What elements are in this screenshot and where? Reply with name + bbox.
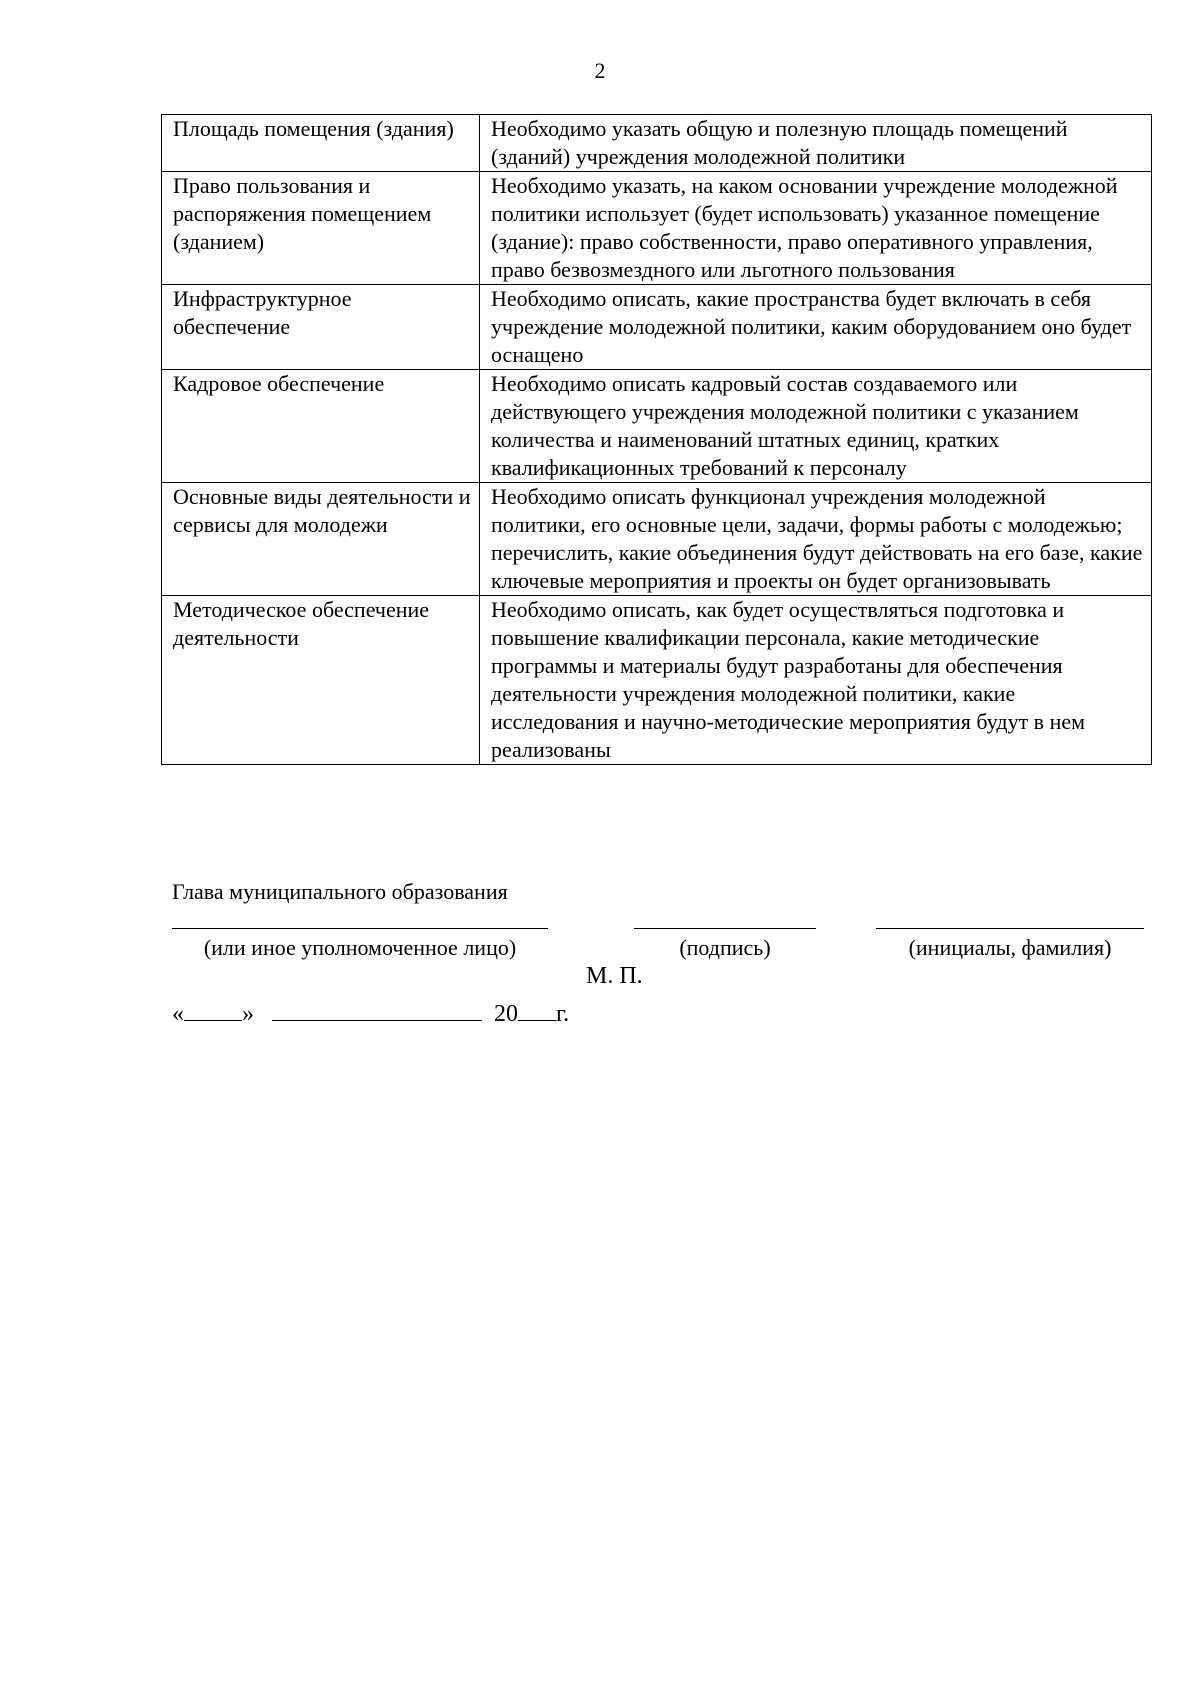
row-label: Инфраструктурное обеспечение [162,285,480,370]
row-description: Необходимо описать функционал учреждения молодежной политики, его основные цели, задачи, формы работы с молодежью; перечислить, какие объединения будут действовать на его базе, какие ключевые мероприятия и проекты он будет организовывать [480,483,1152,596]
row-description: Необходимо указать общую и полезную площадь помещений (зданий) учреждения молодежной политики [480,115,1152,172]
date-close-quote: » [242,1001,254,1027]
year-prefix: 20 [494,1001,518,1027]
row-description: Необходимо описать, какие пространства будет включать в себя учреждение молодежной политики, каким оборудованием оно будет оснащено [480,285,1152,370]
page-number: 2 [594,58,606,83]
year-blank [518,998,556,1021]
year-suffix: г. [556,1001,570,1027]
row-description: Необходимо указать, на каком основании учреждение молодежной политики использует (будет использовать) указанное помещение (здание): право собственности, право оперативного управления, право безвозмездного или льготного пользования [480,172,1152,285]
name-blank-line [876,928,1144,929]
official-blank-line [172,928,548,929]
row-label: Методическое обеспечение деятельности [162,596,480,765]
name-caption: (инициалы, фамилия) [908,935,1112,960]
head-title: Глава муниципального образования [172,879,508,904]
month-blank [272,998,482,1021]
row-description: Необходимо описать, как будет осуществляться подготовка и повышение квалификации персонала, какие методические программы и материалы будут разработаны для обеспечения деятельности учреждения молодежной политики, какие исследования и научно-методические мероприятия будут в нем реализованы [480,596,1152,765]
day-blank [184,998,242,1021]
row-description: Необходимо описать кадровый состав создаваемого или действующего учреждения молодежной политики с указанием количества и наименований штатных единиц, кратких квалификационных требований к персоналу [480,370,1152,483]
signature-blank-line [634,928,816,929]
row-label: Кадровое обеспечение [162,370,480,483]
signature-caption: (подпись) [679,935,771,960]
row-label: Площадь помещения (здания) [162,115,480,172]
row-label: Право пользования и распоряжения помещением (зданием) [162,172,480,285]
date-open-quote: « [172,1001,184,1027]
official-caption: (или иное уполномоченное лицо) [203,935,517,960]
stamp-label: М. П. [586,963,643,989]
row-label: Основные виды деятельности и сервисы для молодежи [162,483,480,596]
date-line [172,998,569,1029]
